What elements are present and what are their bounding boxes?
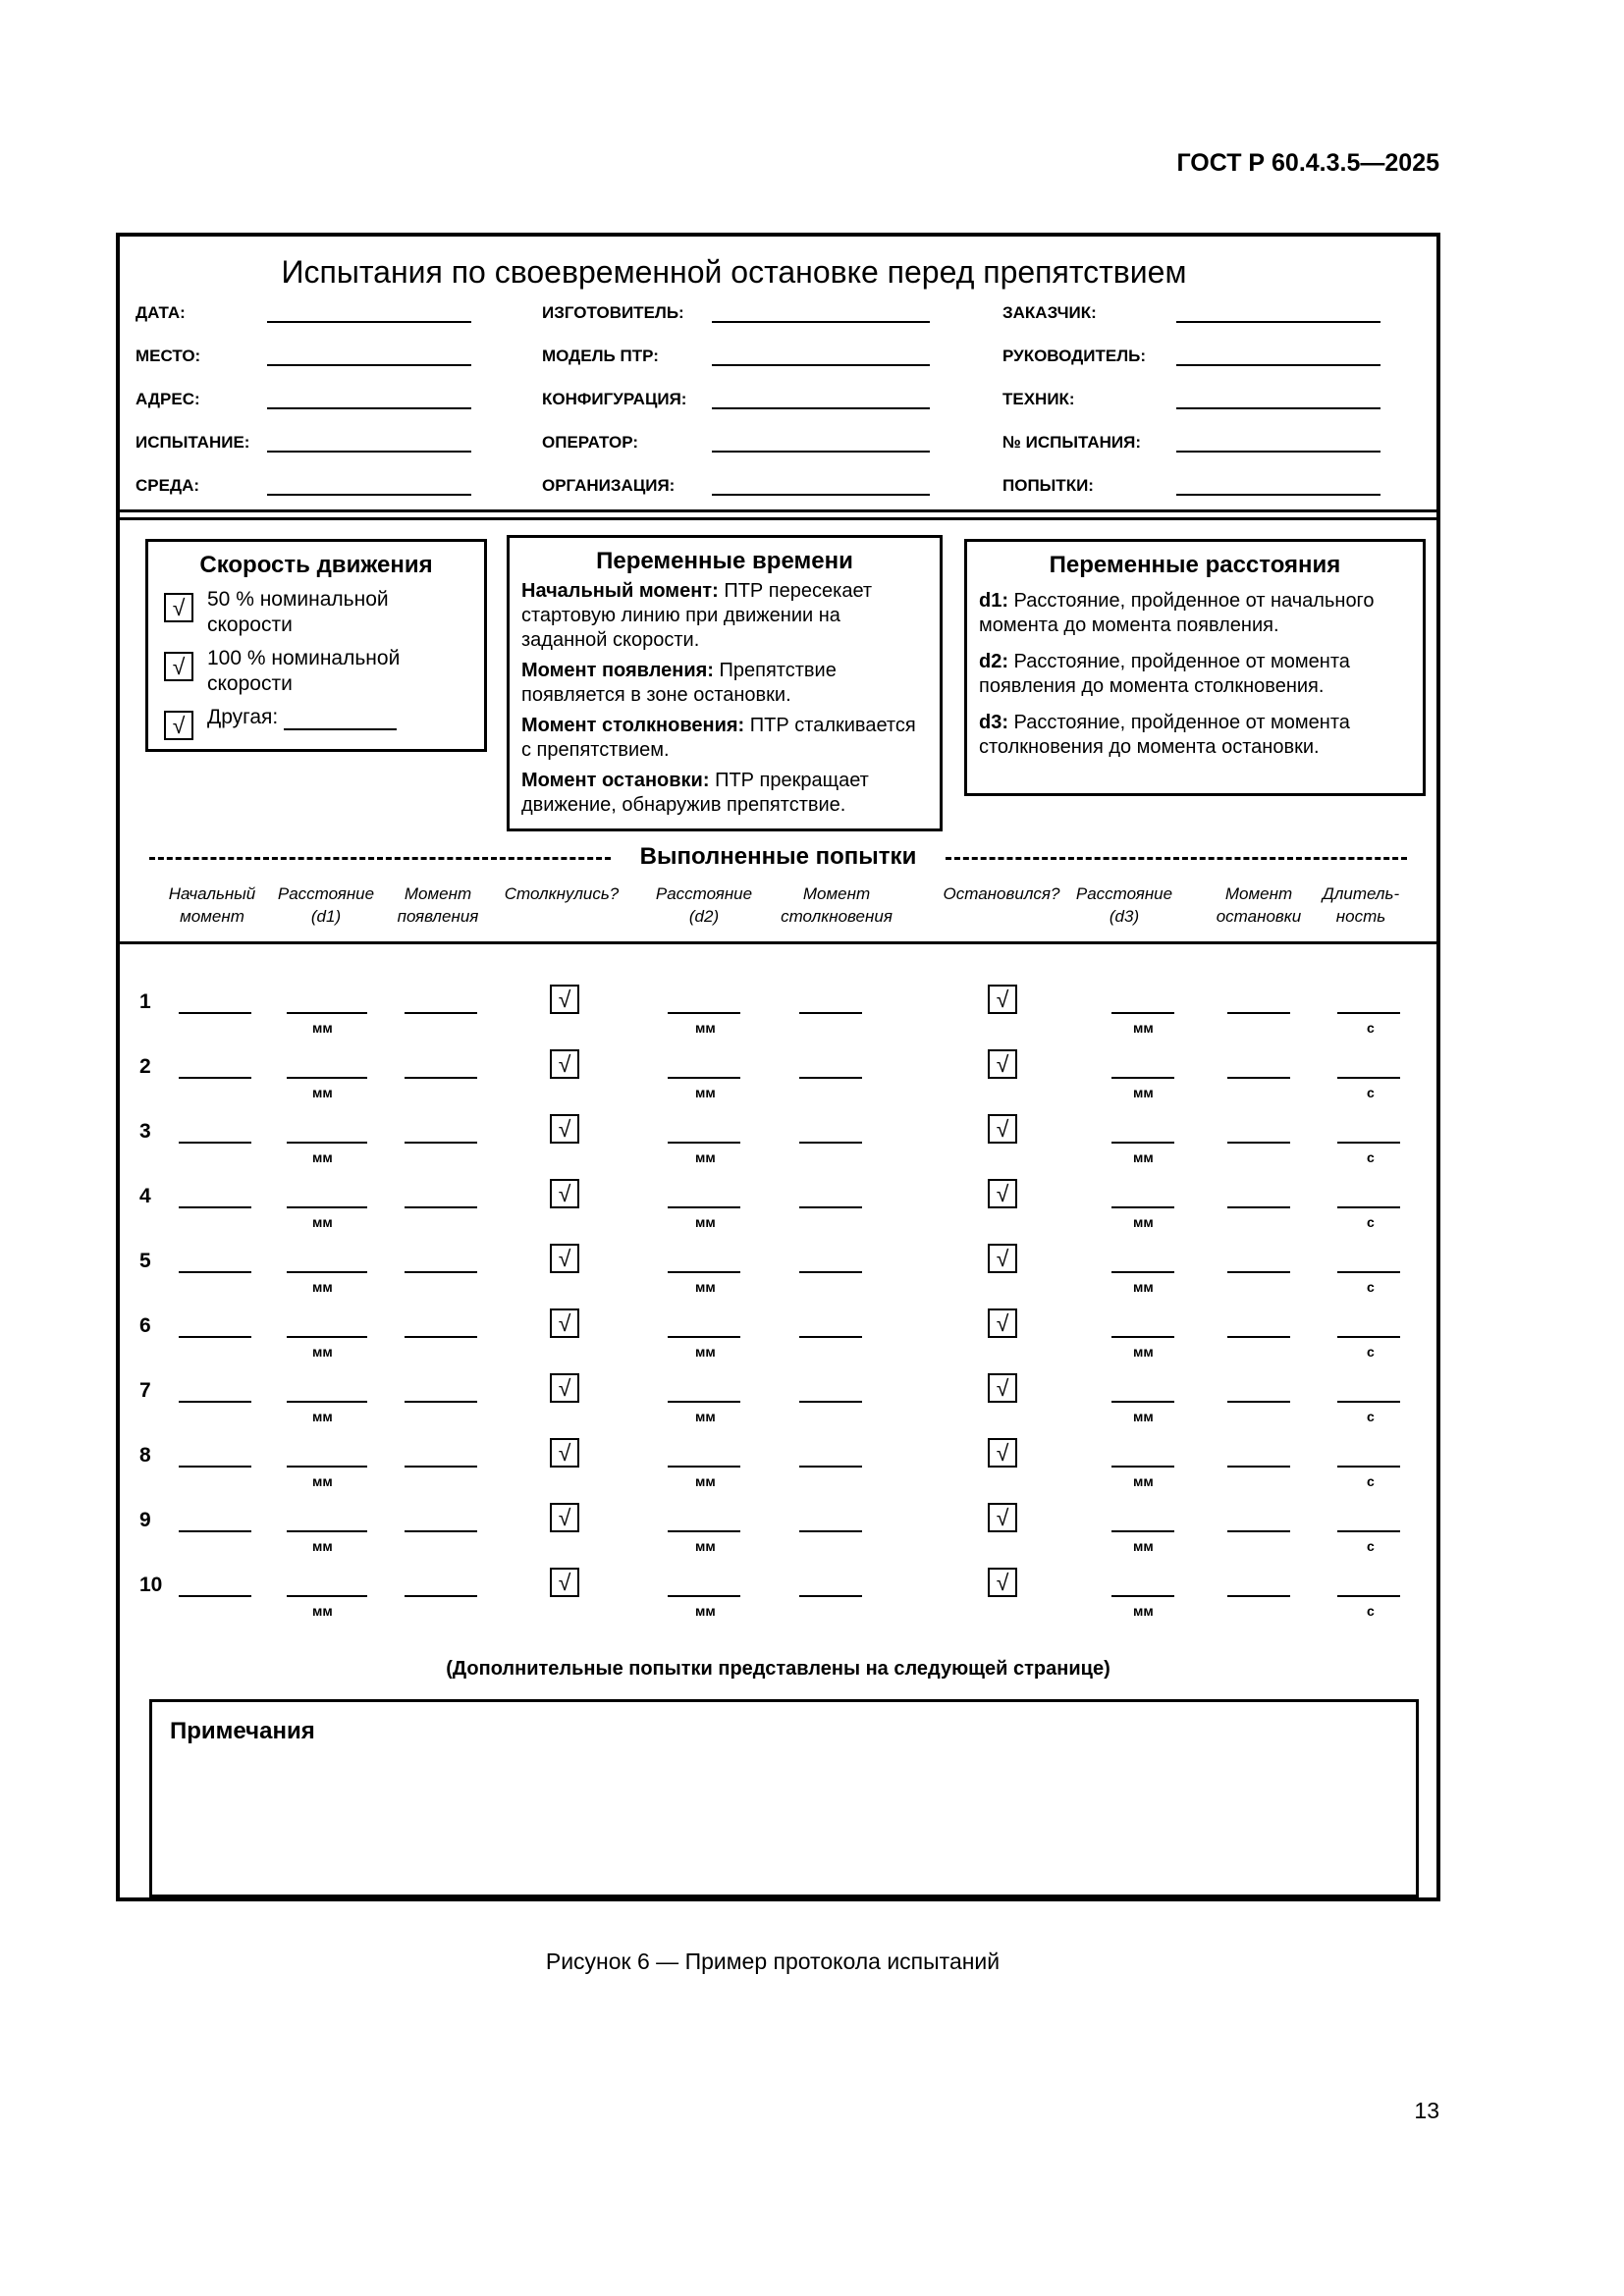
unit-mm: мм <box>312 1538 333 1554</box>
checkbox-checked-icon[interactable]: √ <box>164 711 193 740</box>
column-header: Длитель-ность <box>1322 884 1400 926</box>
field-label: СРЕДА: <box>135 476 200 495</box>
d2-input[interactable] <box>668 1401 740 1403</box>
attempts-title: Выполненные попытки <box>639 843 917 870</box>
collision-moment-input[interactable] <box>799 1271 862 1273</box>
d1-input[interactable] <box>287 1077 367 1079</box>
unit-seconds: с <box>1367 1603 1375 1619</box>
field-label: КОНФИГУРАЦИЯ: <box>542 390 687 408</box>
d3-input[interactable] <box>1111 1012 1174 1014</box>
column-header: Расстояние (d1) <box>277 884 375 926</box>
field-input-line[interactable] <box>267 364 471 366</box>
collision-moment-input[interactable] <box>799 1142 862 1144</box>
start-moment-input[interactable] <box>179 1401 251 1403</box>
attempt-row <box>120 1181 1436 1250</box>
collided-checkbox-icon[interactable]: √ <box>550 1308 579 1338</box>
duration-input[interactable] <box>1337 1077 1400 1079</box>
appear-moment-input[interactable] <box>405 1271 477 1273</box>
stopped-checkbox-icon[interactable]: √ <box>988 1438 1017 1468</box>
d3-input[interactable] <box>1111 1336 1174 1338</box>
stop-moment-input[interactable] <box>1227 1077 1290 1079</box>
field-input-line[interactable] <box>1176 407 1380 409</box>
stopped-checkbox-icon[interactable]: √ <box>988 985 1017 1014</box>
stopped-checkbox-icon[interactable]: √ <box>988 1568 1017 1597</box>
test-protocol-form <box>116 233 1440 1901</box>
field-input-line[interactable] <box>267 407 471 409</box>
d1-input[interactable] <box>287 1466 367 1468</box>
start-moment-input[interactable] <box>179 1206 251 1208</box>
d1-input[interactable] <box>287 1595 367 1597</box>
stop-moment-input[interactable] <box>1227 1401 1290 1403</box>
attempt-number: 7 <box>139 1379 151 1402</box>
unit-seconds: с <box>1367 1085 1375 1100</box>
d3-input[interactable] <box>1111 1077 1174 1079</box>
attempt-number: 10 <box>139 1574 163 1596</box>
column-header: Момент появления <box>397 884 479 926</box>
appear-moment-input[interactable] <box>405 1530 477 1532</box>
field-label: ДАТА: <box>135 303 186 322</box>
collision-moment-input[interactable] <box>799 1595 862 1597</box>
unit-mm: мм <box>312 1279 333 1295</box>
unit-seconds: с <box>1367 1149 1375 1165</box>
collision-moment-input[interactable] <box>799 1401 862 1403</box>
appear-moment-input[interactable] <box>405 1142 477 1144</box>
speed-box <box>145 539 487 752</box>
d2-input[interactable] <box>668 1271 740 1273</box>
collision-moment-input[interactable] <box>799 1012 862 1014</box>
stopped-checkbox-icon[interactable]: √ <box>988 1114 1017 1144</box>
time-var-stop: Момент остановки: ПТР прекращает движение, обнаружив препятствие. <box>521 770 869 816</box>
field-label: ОРГАНИЗАЦИЯ: <box>542 476 676 495</box>
unit-mm: мм <box>695 1538 716 1554</box>
d3-input[interactable] <box>1111 1595 1174 1597</box>
appear-moment-input[interactable] <box>405 1336 477 1338</box>
column-header: Момент столкновения <box>781 884 893 926</box>
stopped-checkbox-icon[interactable]: √ <box>988 1503 1017 1532</box>
field-label: МЕСТО: <box>135 347 201 365</box>
notes-box[interactable] <box>149 1699 1419 1897</box>
collided-checkbox-icon[interactable]: √ <box>550 1568 579 1597</box>
start-moment-input[interactable] <box>179 1530 251 1532</box>
stopped-checkbox-icon[interactable]: √ <box>988 1049 1017 1079</box>
unit-mm: мм <box>312 1603 333 1619</box>
unit-seconds: с <box>1367 1020 1375 1036</box>
start-moment-input[interactable] <box>179 1595 251 1597</box>
unit-mm: мм <box>312 1085 333 1100</box>
column-header: Остановился? <box>943 884 1060 903</box>
attempt-number: 4 <box>139 1185 151 1207</box>
field-input-line[interactable] <box>712 407 930 409</box>
collided-checkbox-icon[interactable]: √ <box>550 1179 579 1208</box>
unit-mm: мм <box>312 1473 333 1489</box>
stop-moment-input[interactable] <box>1227 1012 1290 1014</box>
d2-input[interactable] <box>668 1530 740 1532</box>
collision-moment-input[interactable] <box>799 1466 862 1468</box>
appear-moment-input[interactable] <box>405 1401 477 1403</box>
time-variables-box <box>507 535 943 831</box>
d3-input[interactable] <box>1111 1206 1174 1208</box>
field-label: МОДЕЛЬ ПТР: <box>542 347 659 365</box>
time-var-appear: Момент появления: Препятствие появляется в зоне остановки. <box>521 660 837 706</box>
attempt-row <box>120 1116 1436 1185</box>
unit-mm: мм <box>1133 1538 1154 1554</box>
unit-seconds: с <box>1367 1344 1375 1360</box>
attempt-number: 6 <box>139 1314 151 1337</box>
attempt-row <box>120 1051 1436 1120</box>
collision-moment-input[interactable] <box>799 1077 862 1079</box>
distance-var-d1: d1: Расстояние, пройденное от начального момента до момента появления. <box>979 590 1375 636</box>
field-input-line[interactable] <box>267 321 471 323</box>
unit-mm: мм <box>1133 1473 1154 1489</box>
d3-input[interactable] <box>1111 1466 1174 1468</box>
d2-input[interactable] <box>668 1012 740 1014</box>
document-code: ГОСТ Р 60.4.3.5—2025 <box>1176 149 1439 177</box>
time-var-start: Начальный момент: ПТР пересекает стартовую линию при движении на заданной скорости. <box>521 580 873 651</box>
unit-mm: мм <box>312 1344 333 1360</box>
speed-option-other[interactable] <box>160 705 472 744</box>
start-moment-input[interactable] <box>179 1271 251 1273</box>
field-label: ИСПЫТАНИЕ: <box>135 433 250 452</box>
start-moment-input[interactable] <box>179 1012 251 1014</box>
attempts-heading <box>149 843 1407 873</box>
unit-mm: мм <box>1133 1409 1154 1424</box>
field-input-line[interactable] <box>1176 364 1380 366</box>
d2-input[interactable] <box>668 1336 740 1338</box>
distance-var-d3: d3: Расстояние, пройденное от момента столкновения до момента остановки. <box>979 712 1350 758</box>
attempt-row <box>120 1246 1436 1314</box>
attempt-number: 9 <box>139 1509 151 1531</box>
appear-moment-input[interactable] <box>405 1077 477 1079</box>
stopped-checkbox-icon[interactable]: √ <box>988 1308 1017 1338</box>
speed-option-label: 50 % номинальной скорости <box>207 588 389 636</box>
distance-box-title: Переменные расстояния <box>1049 552 1341 578</box>
collided-checkbox-icon[interactable]: √ <box>550 1049 579 1079</box>
field-label: ТЕХНИК: <box>1002 390 1075 408</box>
attempt-row <box>120 1505 1436 1574</box>
d1-input[interactable] <box>287 1401 367 1403</box>
start-moment-input[interactable] <box>179 1077 251 1079</box>
d3-input[interactable] <box>1111 1530 1174 1532</box>
unit-mm: мм <box>1133 1603 1154 1619</box>
header-divider-top <box>120 509 1436 512</box>
duration-input[interactable] <box>1337 1142 1400 1144</box>
field-label: ОПЕРАТОР: <box>542 433 639 452</box>
attempt-number: 8 <box>139 1444 151 1467</box>
field-input-line[interactable] <box>1176 494 1380 496</box>
field-label: ИЗГОТОВИТЕЛЬ: <box>542 303 684 322</box>
collided-checkbox-icon[interactable]: √ <box>550 1438 579 1468</box>
stop-moment-input[interactable] <box>1227 1595 1290 1597</box>
column-header: Начальный момент <box>168 884 256 926</box>
start-moment-input[interactable] <box>179 1466 251 1468</box>
unit-mm: мм <box>1133 1149 1154 1165</box>
collided-checkbox-icon[interactable]: √ <box>550 985 579 1014</box>
unit-mm: мм <box>695 1279 716 1295</box>
d2-input[interactable] <box>668 1206 740 1208</box>
d1-input[interactable] <box>287 1012 367 1014</box>
stop-moment-input[interactable] <box>1227 1530 1290 1532</box>
speed-option-50[interactable] <box>160 587 472 638</box>
attempt-row <box>120 987 1436 1055</box>
field-input-line[interactable] <box>712 364 930 366</box>
unit-mm: мм <box>695 1473 716 1489</box>
unit-mm: мм <box>312 1020 333 1036</box>
duration-input[interactable] <box>1337 1530 1400 1532</box>
appear-moment-input[interactable] <box>405 1595 477 1597</box>
attempt-number: 3 <box>139 1120 151 1143</box>
attempt-row <box>120 1570 1436 1638</box>
d2-input[interactable] <box>668 1595 740 1597</box>
duration-input[interactable] <box>1337 1466 1400 1468</box>
speed-option-label: Другая: <box>207 706 279 728</box>
duration-input[interactable] <box>1337 1336 1400 1338</box>
field-input-line[interactable] <box>1176 451 1380 453</box>
field-input-line[interactable] <box>712 451 930 453</box>
d3-input[interactable] <box>1111 1271 1174 1273</box>
unit-mm: мм <box>312 1149 333 1165</box>
unit-mm: мм <box>695 1603 716 1619</box>
header-divider-bottom <box>120 517 1436 520</box>
d2-input[interactable] <box>668 1142 740 1144</box>
field-input-line[interactable] <box>1176 321 1380 323</box>
column-header: Расстояние (d3) <box>1075 884 1173 926</box>
appear-moment-input[interactable] <box>405 1466 477 1468</box>
unit-mm: мм <box>695 1214 716 1230</box>
checkbox-checked-icon[interactable]: √ <box>164 593 193 622</box>
start-moment-input[interactable] <box>179 1336 251 1338</box>
attempt-number: 5 <box>139 1250 151 1272</box>
duration-input[interactable] <box>1337 1595 1400 1597</box>
stop-moment-input[interactable] <box>1227 1336 1290 1338</box>
unit-mm: мм <box>1133 1085 1154 1100</box>
d3-input[interactable] <box>1111 1142 1174 1144</box>
speed-option-label: 100 % номинальной скорости <box>207 647 401 695</box>
start-moment-input[interactable] <box>179 1142 251 1144</box>
unit-mm: мм <box>695 1409 716 1424</box>
d3-input[interactable] <box>1111 1401 1174 1403</box>
checkbox-checked-icon[interactable]: √ <box>164 652 193 681</box>
appear-moment-input[interactable] <box>405 1012 477 1014</box>
continuation-note: (Дополнительные попытки представлены на следующей странице) <box>446 1658 1110 1680</box>
d1-input[interactable] <box>287 1530 367 1532</box>
unit-mm: мм <box>695 1344 716 1360</box>
stop-moment-input[interactable] <box>1227 1142 1290 1144</box>
distance-variables-box <box>964 539 1426 796</box>
collision-moment-input[interactable] <box>799 1206 862 1208</box>
column-header: Расстояние (d2) <box>655 884 753 926</box>
duration-input[interactable] <box>1337 1401 1400 1403</box>
d2-input[interactable] <box>668 1077 740 1079</box>
d1-input[interactable] <box>287 1336 367 1338</box>
attempt-number: 2 <box>139 1055 151 1078</box>
unit-mm: мм <box>312 1409 333 1424</box>
field-label: ПОПЫТКИ: <box>1002 476 1094 495</box>
collided-checkbox-icon[interactable]: √ <box>550 1503 579 1532</box>
field-label: РУКОВОДИТЕЛЬ: <box>1002 347 1147 365</box>
appear-moment-input[interactable] <box>405 1206 477 1208</box>
unit-seconds: с <box>1367 1214 1375 1230</box>
attempt-row <box>120 1440 1436 1509</box>
unit-mm: мм <box>1133 1344 1154 1360</box>
collision-moment-input[interactable] <box>799 1530 862 1532</box>
collided-checkbox-icon[interactable]: √ <box>550 1244 579 1273</box>
field-label: АДРЕС: <box>135 390 200 408</box>
notes-label: Примечания <box>170 1718 315 1744</box>
duration-input[interactable] <box>1337 1012 1400 1014</box>
unit-seconds: с <box>1367 1409 1375 1424</box>
time-var-collision: Момент столкновения: ПТР сталкивается с препятствием. <box>521 715 916 761</box>
field-input-line[interactable] <box>712 494 930 496</box>
stopped-checkbox-icon[interactable]: √ <box>988 1179 1017 1208</box>
distance-var-d2: d2: Расстояние, пройденное от момента появления до момента столкновения. <box>979 651 1350 697</box>
stop-moment-input[interactable] <box>1227 1206 1290 1208</box>
page-number: 13 <box>1414 2098 1439 2123</box>
duration-input[interactable] <box>1337 1206 1400 1208</box>
column-header: Момент остановки <box>1216 884 1302 926</box>
time-box-title: Переменные времени <box>596 548 853 574</box>
other-speed-input-line[interactable] <box>284 711 397 730</box>
collision-moment-input[interactable] <box>799 1336 862 1338</box>
unit-seconds: с <box>1367 1538 1375 1554</box>
stop-moment-input[interactable] <box>1227 1271 1290 1273</box>
unit-mm: мм <box>695 1085 716 1100</box>
attempt-number: 1 <box>139 990 151 1013</box>
stop-moment-input[interactable] <box>1227 1466 1290 1468</box>
field-input-line[interactable] <box>712 321 930 323</box>
stopped-checkbox-icon[interactable]: √ <box>988 1373 1017 1403</box>
form-title: Испытания по своевременной остановке перед препятствием <box>281 254 1187 290</box>
unit-mm: мм <box>1133 1279 1154 1295</box>
unit-mm: мм <box>1133 1214 1154 1230</box>
field-input-line[interactable] <box>267 451 471 453</box>
unit-seconds: с <box>1367 1473 1375 1489</box>
unit-mm: мм <box>1133 1020 1154 1036</box>
collided-checkbox-icon[interactable]: √ <box>550 1114 579 1144</box>
unit-mm: мм <box>695 1149 716 1165</box>
d1-input[interactable] <box>287 1271 367 1273</box>
attempt-row <box>120 1375 1436 1444</box>
d1-input[interactable] <box>287 1206 367 1208</box>
unit-mm: мм <box>695 1020 716 1036</box>
speed-box-title: Скорость движения <box>199 552 433 578</box>
figure-caption: Рисунок 6 — Пример протокола испытаний <box>545 1949 1001 1974</box>
duration-input[interactable] <box>1337 1271 1400 1273</box>
d2-input[interactable] <box>668 1466 740 1468</box>
field-input-line[interactable] <box>267 494 471 496</box>
attempt-row <box>120 1310 1436 1379</box>
d1-input[interactable] <box>287 1142 367 1144</box>
unit-mm: мм <box>312 1214 333 1230</box>
stopped-checkbox-icon[interactable]: √ <box>988 1244 1017 1273</box>
collided-checkbox-icon[interactable]: √ <box>550 1373 579 1403</box>
column-header: Столкнулись? <box>504 884 620 903</box>
field-label: № ИСПЫТАНИЯ: <box>1002 433 1141 452</box>
attempts-top-rule <box>120 941 1436 944</box>
unit-seconds: с <box>1367 1279 1375 1295</box>
field-label: ЗАКАЗЧИК: <box>1002 303 1097 322</box>
speed-option-100[interactable] <box>160 646 472 697</box>
